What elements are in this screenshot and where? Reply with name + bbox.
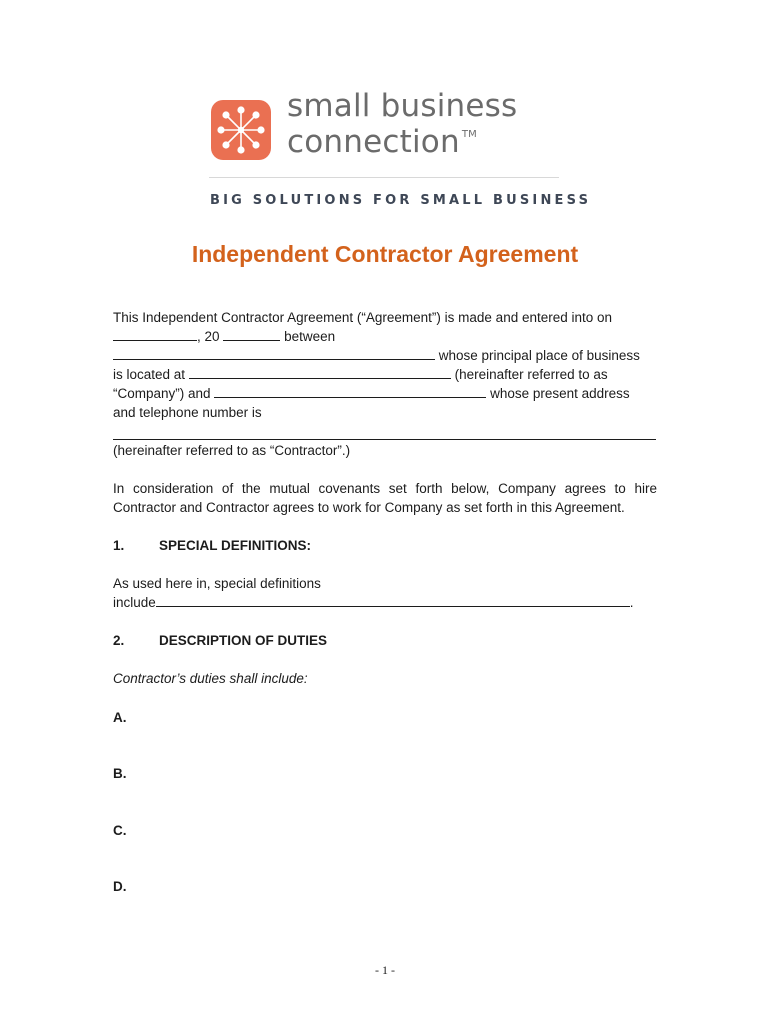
intro-line-2a: , 20 — [197, 329, 220, 344]
brand-line-1: small business — [287, 88, 518, 124]
trademark-mark: TM — [461, 129, 477, 140]
duties-intro: Contractor’s duties shall include: — [113, 671, 308, 686]
company-name-blank[interactable] — [113, 346, 435, 360]
intro-line-3 — [113, 346, 640, 365]
intro-line-2 — [113, 327, 335, 346]
section-1-title: SPECIAL DEFINITIONS: — [159, 538, 312, 553]
duty-item-c: C. — [113, 823, 127, 838]
definitions-blank[interactable] — [156, 593, 630, 607]
network-nodes-icon — [211, 100, 271, 160]
intro-line-5 — [113, 384, 630, 403]
brand-line-2-text: connection — [287, 124, 460, 160]
intro-line-2b: between — [284, 329, 336, 344]
section-2-title: DESCRIPTION OF DUTIES — [159, 633, 328, 648]
contractor-name-blank[interactable] — [214, 384, 486, 398]
intro-line-7: (hereinafter referred to as “Contractor”.) — [113, 443, 351, 458]
intro-line-5a: “Company”) and — [113, 386, 211, 401]
duty-item-d: D. — [113, 879, 127, 894]
intro-line-6: and telephone number is — [113, 405, 262, 420]
section-1-end: . — [629, 595, 634, 610]
contractor-address-blank[interactable] — [113, 439, 656, 440]
intro-line-1: This Independent Contractor Agreement (“Agreement”) is made and entered into on — [113, 310, 613, 325]
intro-line-4 — [113, 365, 608, 384]
document-title: Independent Contractor Agreement — [191, 241, 579, 267]
duty-item-b: B. — [113, 766, 127, 781]
intro-line-5b: whose present address — [490, 386, 630, 401]
consideration-line-1: In consideration of the mutual covenants set forth below, Company agrees to hire — [113, 481, 657, 496]
section-1-number: 1. — [113, 538, 125, 553]
section-1-line-1: As used here in, special definitions — [113, 576, 321, 591]
date-blank[interactable] — [113, 327, 197, 341]
section-2-heading — [113, 631, 327, 650]
duty-item-a: A. — [113, 710, 127, 725]
section-1-line-2 — [113, 593, 634, 612]
brand-line-2 — [287, 124, 517, 160]
year-blank[interactable] — [223, 327, 280, 341]
consideration-line-2: Contractor and Contractor agrees to work for Company as set forth in this Agreement. — [113, 500, 625, 515]
brand-tagline: BIG SOLUTIONS FOR SMALL BUSINESS — [210, 193, 592, 208]
brand-divider — [209, 177, 559, 178]
section-1-heading — [113, 536, 311, 555]
section-2-number: 2. — [113, 633, 125, 648]
intro-line-4a: is located at — [113, 367, 186, 382]
section-1-line-2-text: include — [113, 595, 156, 610]
intro-line-4b: (hereinafter referred to as — [454, 367, 608, 382]
page-number: - 1 - — [375, 963, 395, 977]
company-address-blank[interactable] — [189, 365, 451, 379]
intro-line-3-text: whose principal place of business — [438, 348, 640, 363]
brand-name — [287, 88, 517, 160]
